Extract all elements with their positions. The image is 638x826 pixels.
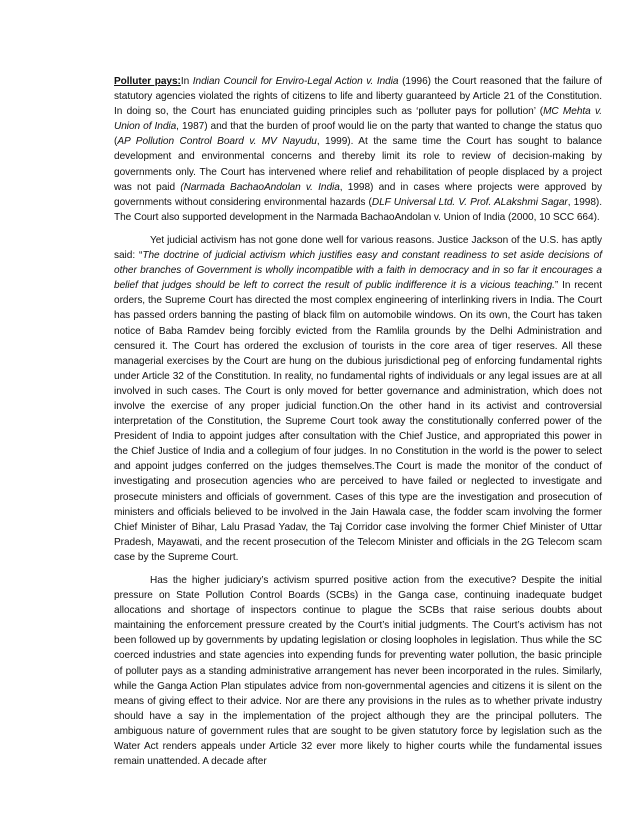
text-run: Yet judicial activism has not gone done well for various reasons. Justice Jackson of the U.S. has aptly said: “ bbox=[114, 234, 602, 262]
paragraph-judicial-activism bbox=[114, 233, 602, 565]
paragraph-body bbox=[114, 235, 602, 563]
paragraph-executive-action bbox=[114, 573, 602, 769]
italic-citation: (Narmada BachaoAndolan v. India bbox=[180, 181, 340, 193]
italic-citation: The doctrine of judicial activism which justifies easy and constant readiness to set aside decisions of other branches of Government is wholly incompatible with a faith in democracy and in so far it encourages a belief that judges should be left to correct the result of public indifference it is a vicious teaching. bbox=[114, 250, 603, 292]
text-run: Has the higher judiciary’s activism spurred positive action from the executive? Despite the initial pressure on State Pollution Control Boards (SCBs) in the Ganga case, continuing inadequate budget allocations and shortage of inspectors continue to plague the SCBs that raise serious doubts about maintaining the enforcement pressure created by the Court’s initial judgments. The Court’s activism has not been followed up by governments by updating legislation or closing loopholes in legislation. Thus while the SC coerced industries and state agencies into expending funds for preventing water pollution, the basic principle of polluter pays as a standing administrative arrangement has never been incorporated in the rules. Similarly, while the Ganga Action Plan stipulates advice from non-governmental agencies and citizens it is silent on the means of giving effect to their advice. Nor are there any provisions in the rules as to whether private industry should have a say in the implementation of the project although they are the principal polluters. The ambiguous nature of government rules that are sought to be given statutory force by legislation such as the Water Act renders appeals under Article 32 ever more likely to higher courts while the fundamental issues remain unattended. A decade after bbox=[114, 575, 602, 768]
text-run: (1996) the Court reasoned that the failure of statutory agencies violated the rights of citizens to life and liberty guaranteed by Article 21 of the Constitution. In doing so, the Court has enunciated guiding principles such as ‘polluter pays for pollution’ ( bbox=[114, 76, 602, 118]
text-run: , 1998). The Court also supported development in the Narmada BachaoAndolan v. Union of India (2000, 10 SCC 664). bbox=[114, 196, 602, 223]
text-run: ” In recent orders, the Supreme Court has directed the most complex engineering of interlinking rivers in India. The Court has passed orders banning the pasting of black film on automobile windows. On its own, the Court has taken notice of Baba Ramdev being forcibly evicted from the Ramlila grounds by the Delhi Administration and censured it. The Court has ordered the exclusion of tourists in the core area of tiger reserves. All these managerial exercises by the Court are hung on the dubious jurisdictional peg of enforcing fundamental rights under Article 32 of the Constitution. In reality, no fundamental rights of individuals or any legal issues are at all involved in such cases. The Court is only moved for better governance and administration, which does not involve the exercise of any proper judicial function.On the other hand in its activist and controversial interpretation of the Constitution, the Supreme Court took away the constitutionally conferred power of the President of India to appoint judges after consultation with the Chief Justice, and appropriated this power in the Chief Justice of India and a collegium of four judges. In no Constitution in the world is the power to select and appoint judges conferred on the judges themselves.The Court is made the monitor of the conduct of investigating and prosecution agencies who are perceived to have failed or neglected to investigate and prosecute ministers and officials of government. Cases of this type are the investigation and prosecution of ministers and officials believed to be involved in the Jain Hawala case, the fodder scam involving the former Chief Minister of Bihar, Lalu Prasad Yadav, the Taj Corridor case involving the former Chief Minister of Uttar Pradesh, Mayawati, and the recent prosecution of the Telecom Minister and officials in the 2G Telecom scam case by the Supreme Court. bbox=[114, 280, 602, 563]
italic-citation: MC Mehta v. Union of India bbox=[114, 106, 602, 133]
paragraph-body bbox=[114, 575, 602, 767]
italic-citation: Indian Council for Enviro-Legal Action v. India bbox=[192, 76, 399, 87]
paragraph-body bbox=[114, 76, 602, 223]
text-run: , 1998) and in cases where projects were approved by governments without considering environmental hazards ( bbox=[114, 181, 602, 208]
text-run: , 1987) and that the burden of proof would lie on the party that wanted to change the status quo ( bbox=[114, 121, 603, 148]
text-run: , 1999). At the same time the Court has sought to balance development and environmental concerns and thereby limit its role to review of decision-making by governments only. The Court has intervened where relief and rehabilitation of people displaced by a project was not paid bbox=[114, 136, 602, 193]
paragraph-polluter-pays bbox=[114, 74, 602, 225]
text-run: In bbox=[180, 76, 193, 87]
italic-citation: AP Pollution Control Board v. MV Nayudu bbox=[117, 136, 317, 148]
document-page bbox=[114, 74, 602, 777]
italic-citation: DLF Universal Ltd. V. Prof. ALakshmi Sagar bbox=[371, 196, 568, 208]
section-label: Polluter pays: bbox=[114, 76, 181, 87]
